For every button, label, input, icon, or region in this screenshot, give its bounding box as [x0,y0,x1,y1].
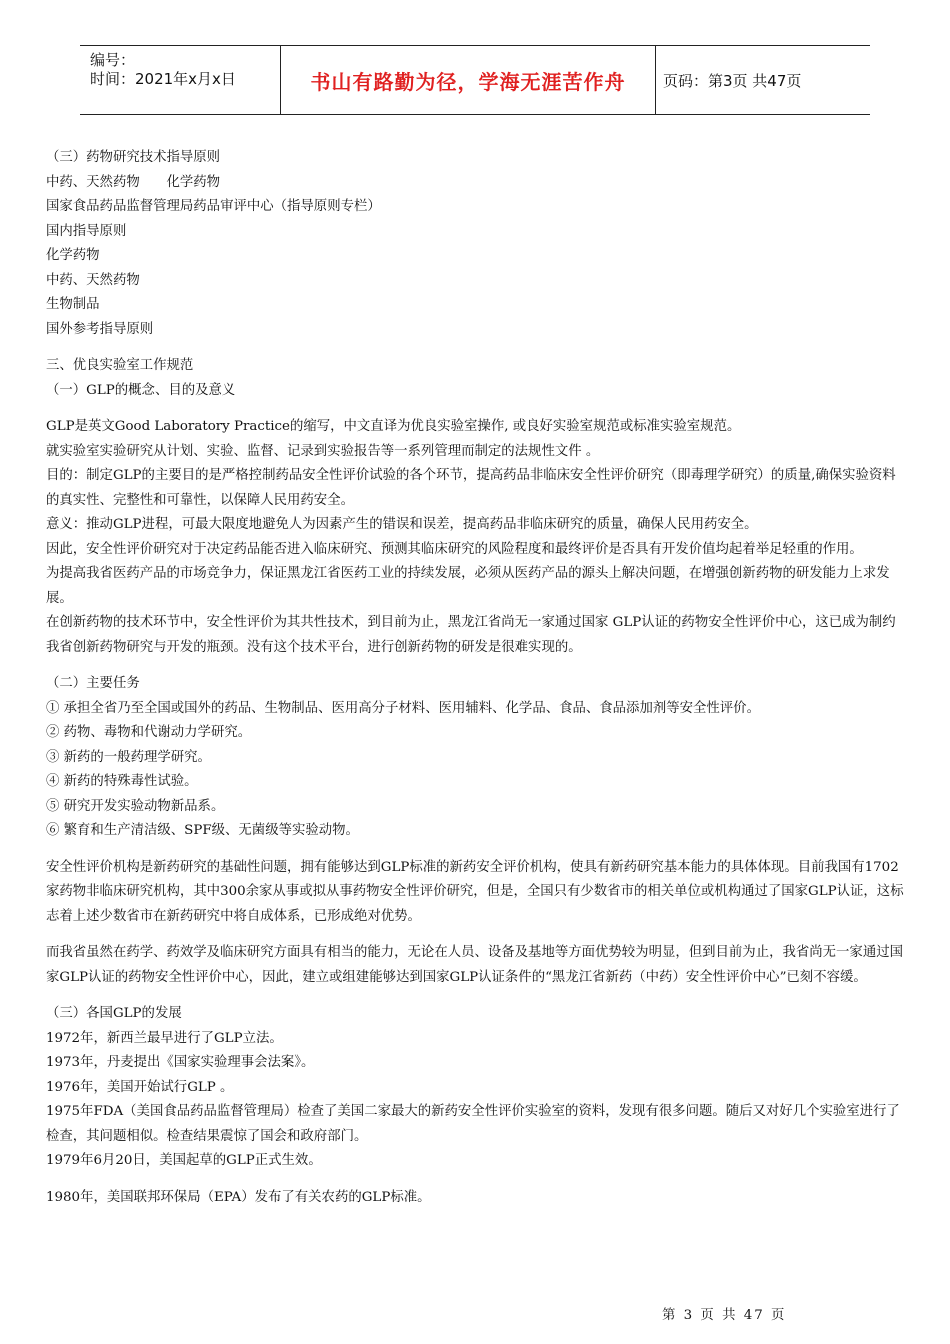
body-paragraph: 意义：推动GLP进程，可最大限度地避免人为因素产生的错误和误差，提高药品非临床研究的质量，确保人民用药安全。 [46,517,758,532]
document-header [80,45,870,115]
list-item: 生物制品 [46,297,100,312]
body-paragraph: 安全性评价机构是新药研究的基础性问题，拥有能够达到GLP标准的新药安全评价机构，使具有新药研究基本能力的具体体现。目前我国有1702家药物非临床研究机构，其中300余家从事或拟从事药物安全性评价研究，但是，全国只有少数省市的相关单位或机构通过了国家GLP认证，这标志着上述少数省市在新药研究中将自成体系，已形成绝对优势。 [46,859,904,924]
list-item: 中药、天然药物 [46,272,140,288]
timeline-item: 1973年，丹麦提出《国家实验理事会法案》。 [46,1055,315,1070]
task-item: ① 承担全省乃至全国或国外的药品、生物制品、医用高分子材料、医用辅料、化学品、食品、食品添加剂等安全性评价。 [46,700,760,716]
task-item: ⑥ 繁育和生产清洁级、SPF级、无菌级等实验动物。 [46,823,359,838]
doc-time-label: 时间：2021年x月x日 [90,70,236,88]
timeline-item: 1979年6月20日，美国起草的GLP正式生效。 [46,1153,322,1168]
task-item: ④ 新药的特殊毒性试验。 [46,774,198,789]
subsection-heading: （二）主要任务 [46,676,140,691]
section-heading: （三）药物研究技术指导原则 [46,150,221,165]
list-item: 化学药物 [46,248,100,263]
body-paragraph: 而我省虽然在药学、药效学及临床研究方面具有相当的能力，无论在人员、设备及基地等方面优势较为明显，但到目前为止，我省尚无一家通过国家GLP认证的药物安全性评价中心，因此，建立或组建能够达到国家GLP认证条件的“黑龙江省新药（中药）安全性评价中心”已刻不容缓。 [46,945,903,985]
timeline-item: 1980年，美国联邦环保局（EPA）发布了有关农药的GLP标准。 [46,1189,431,1205]
doc-number-label: 编号： [90,51,136,69]
header-page-cell [655,46,870,114]
header-slogan: 书山有路勤为径，学海无涯苦作舟 [310,69,626,94]
section-heading: 三、优良实验室工作规范 [46,358,194,373]
page-footer: 第 3 页 共 47 页 [662,1308,787,1323]
header-meta-cell [80,46,280,114]
body-paragraph: 目的：制定GLP的主要目的是严格控制药品安全性评价试验的各个环节，提高药品非临床安全性评价研究（即毒理学研究）的质量,确保实验资料的真实性、完整性和可靠性，以保障人民用药安全。 [46,468,896,508]
body-paragraph: 就实验室实验研究从计划、实验、监督、记录到实验报告等一系列管理而制定的法规性文件 。 [46,443,600,459]
list-item: 国外参考指导原则 [46,321,154,337]
task-item: ② 药物、毒物和代谢动力学研究。 [46,725,252,740]
subsection-heading: （一）GLP的概念、目的及意义 [46,382,236,398]
task-item: ⑤ 研究开发实验动物新品系。 [46,798,225,814]
list-item: 国家食品药品监督管理局药品审评中心（指导原则专栏） [46,199,381,214]
timeline-item: 1972年，新西兰最早进行了GLP立法。 [46,1030,283,1046]
body-paragraph: GLP是英文Good Laboratory Practice的缩写，中文直译为优良实验室操作, 或良好实验室规范或标准实验室规范。 [46,419,741,434]
document-body [46,146,906,1210]
task-item: ③ 新药的一般药理学研究。 [46,749,211,765]
body-paragraph: 为提高我省医药产品的市场竞争力，保证黑龙江省医药工业的持续发展，必须从医药产品的源头上解决问题，在增强创新药物的研发能力上求发展。 [46,566,890,606]
body-paragraph: 因此，安全性评价研究对于决定药品能否进入临床研究、预测其临床研究的风险程度和最终评价是否具有开发价值均起着举足轻重的作用。 [46,541,863,557]
timeline-item: 1975年FDA（美国食品药品监督管理局）检查了美国二家最大的新药安全性评价实验室的资料，发现有很多问题。随后又对好几个实验室进行了检查，其问题相似。检查结果震惊了国会和政府部门。 [46,1104,900,1144]
list-item: 国内指导原则 [46,223,127,239]
header-slogan-cell [280,46,656,114]
header-page-info: 页码：第3页 共47页 [663,71,802,90]
timeline-item: 1976年，美国开始试行GLP 。 [46,1079,234,1095]
subsection-heading: （三）各国GLP的发展 [46,1006,182,1021]
list-item: 中药、天然药物 化学药物 [46,174,221,190]
body-paragraph: 在创新药物的技术环节中，安全性评价为其共性技术，到目前为止，黑龙江省尚无一家通过国家 GLP认证的药物安全性评价中心，这已成为制约我省创新药物研究与开发的瓶颈。没有这个技术平台，进行创新药物的研发是很难实现的。 [46,615,896,655]
